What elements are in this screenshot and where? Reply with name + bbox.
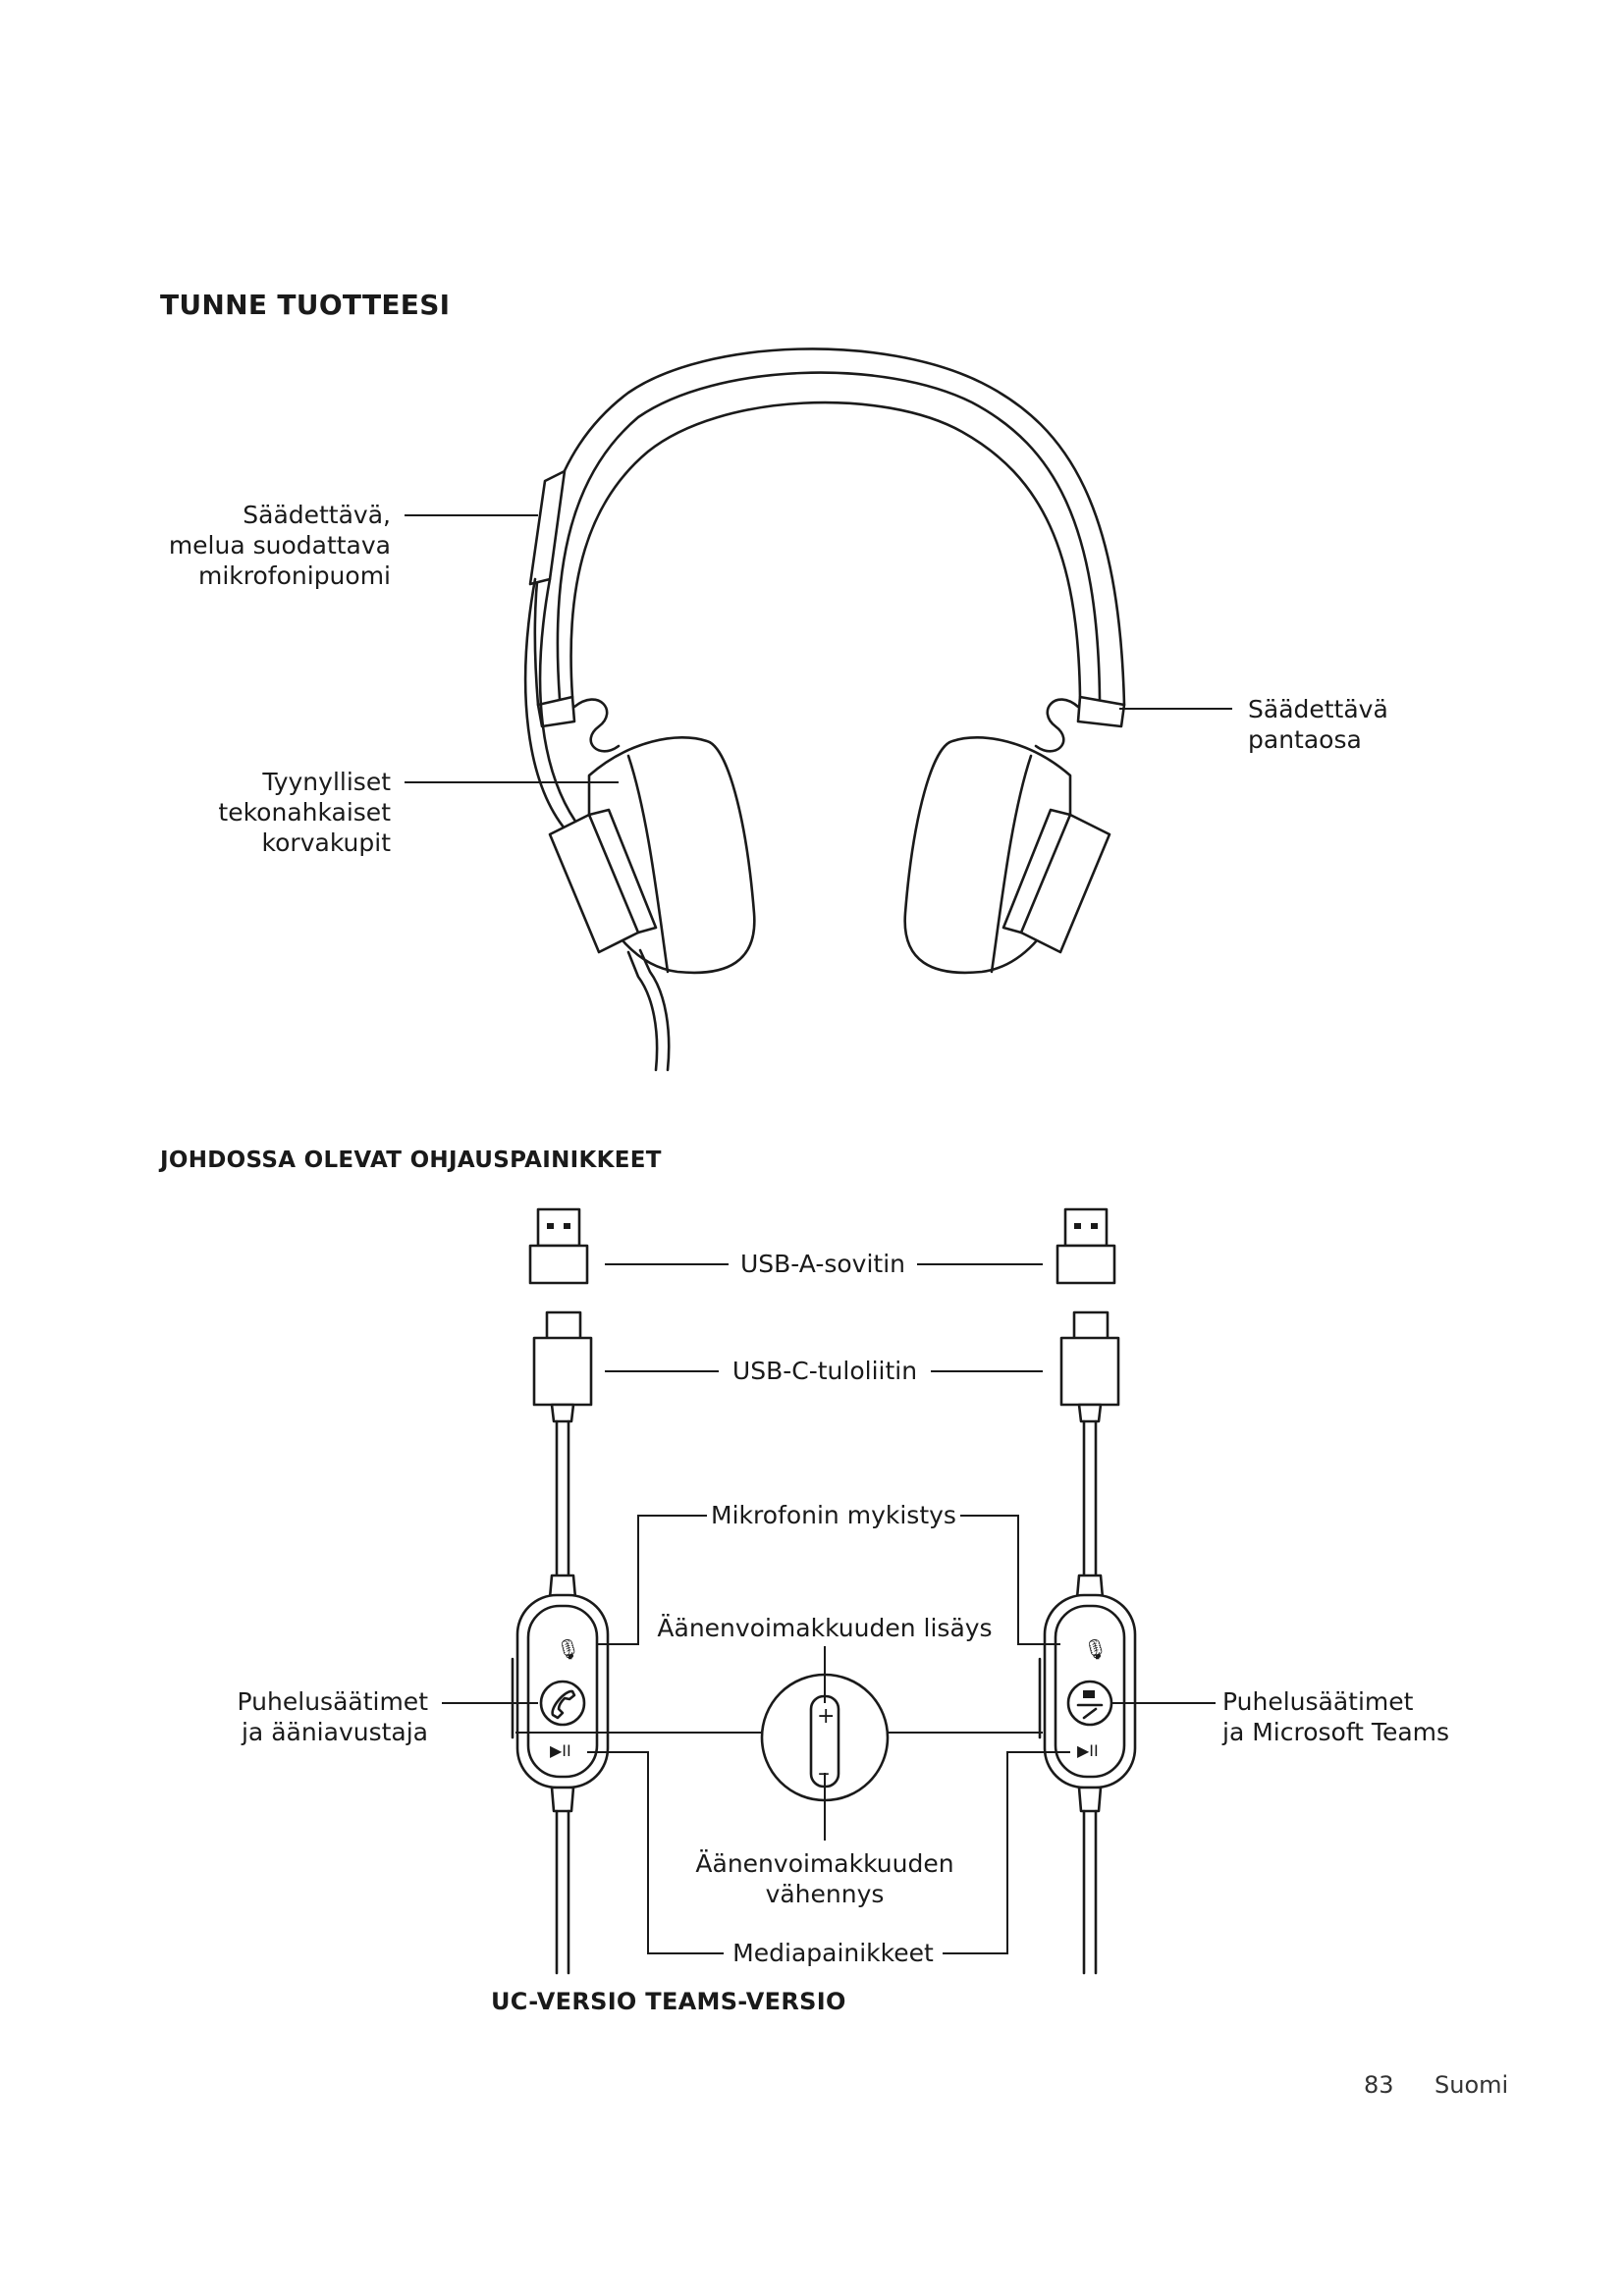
teams-usb-a-plug bbox=[1065, 1209, 1107, 1246]
uc-usb-a-body bbox=[530, 1246, 587, 1283]
uc-call-button bbox=[541, 1682, 584, 1725]
teams-usb-a-pin bbox=[1074, 1223, 1081, 1229]
footer-language: Suomi bbox=[1435, 2071, 1509, 2099]
headband-inner bbox=[558, 373, 1100, 699]
teams-usb-c-body bbox=[1061, 1338, 1118, 1405]
teams-call-button bbox=[1068, 1682, 1111, 1725]
page-number: 83 bbox=[1364, 2071, 1394, 2099]
teams-play-pause-icon: ▶II bbox=[1077, 1741, 1099, 1760]
uc-usb-c-tip bbox=[547, 1312, 580, 1339]
volume-plus-icon: + bbox=[817, 1704, 836, 1729]
uc-mic-mute-icon: 🎙 bbox=[556, 1637, 581, 1661]
section-title-know-product: TUNNE TUOTTEESI bbox=[160, 289, 451, 321]
teams-usb-c-tip bbox=[1074, 1312, 1108, 1339]
cable-top bbox=[628, 952, 657, 1070]
uc-cable-illustration bbox=[513, 1209, 608, 1973]
uc-usb-a-pin bbox=[547, 1223, 554, 1229]
label-volume-up: Äänenvoimakkuuden lisäys bbox=[657, 1614, 993, 1642]
mic-boom-tip bbox=[530, 471, 565, 584]
uc-usb-c-body bbox=[534, 1338, 591, 1405]
label-mic-boom: Säädettävä, melua suodattava mikrofonipuomi bbox=[168, 501, 391, 590]
label-mic-mute: Mikrofonin mykistys bbox=[711, 1501, 956, 1529]
label-call-uc: Puhelusäätimet ja ääniavustaja bbox=[237, 1687, 428, 1746]
headset-illustration bbox=[525, 348, 1124, 1070]
section-title-inline-controls: JOHDOSSA OLEVAT OHJAUSPAINIKKEET bbox=[160, 1148, 662, 1173]
label-usb-c: USB-C-tuloliitin bbox=[731, 1357, 918, 1385]
version-labels: UC-VERSIO TEAMS-VERSIO bbox=[491, 1988, 846, 2015]
teams-usb-a-pin bbox=[1091, 1223, 1098, 1229]
right-slider bbox=[1078, 697, 1124, 726]
uc-play-pause-icon: ▶II bbox=[550, 1741, 571, 1760]
volume-minus-icon: – bbox=[818, 1759, 830, 1787]
left-yoke bbox=[574, 700, 619, 752]
uc-usb-c-relief bbox=[552, 1405, 573, 1421]
teams-usb-a-body bbox=[1057, 1246, 1114, 1283]
uc-usb-a-plug bbox=[538, 1209, 579, 1246]
right-yoke bbox=[1036, 700, 1078, 752]
label-media: Mediapainikkeet bbox=[732, 1939, 934, 1967]
label-volume-down: Äänenvoimakkuuden vähennys bbox=[695, 1849, 954, 1908]
headband-cushion bbox=[571, 402, 1080, 697]
teams-cable-illustration bbox=[1040, 1209, 1135, 1973]
teams-mic-mute-icon: 🎙 bbox=[1083, 1637, 1109, 1661]
label-headband: Säädettävä pantaosa bbox=[1248, 695, 1388, 754]
label-call-teams: Puhelusäätimet ja Microsoft Teams bbox=[1222, 1687, 1450, 1746]
label-usb-a: USB-A-sovitin bbox=[739, 1250, 906, 1278]
label-ear-cups: Tyynylliset tekonahkaiset korvakupit bbox=[218, 768, 391, 857]
uc-usb-a-pin bbox=[564, 1223, 570, 1229]
